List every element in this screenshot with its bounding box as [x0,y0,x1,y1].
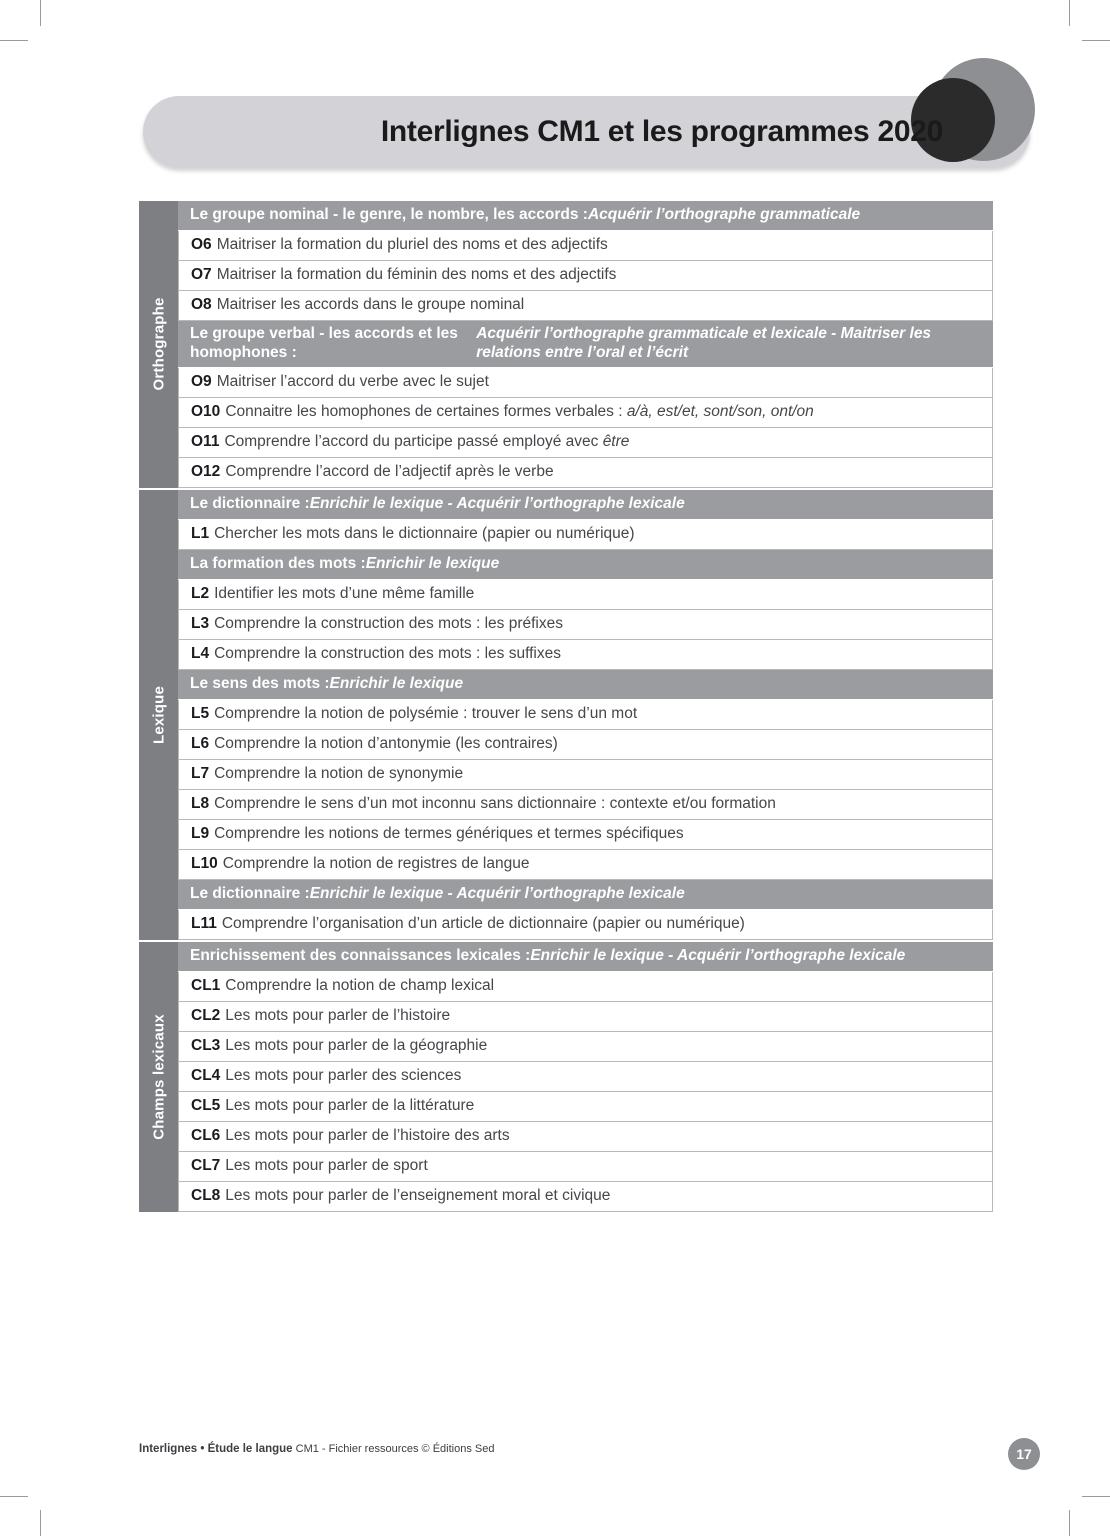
row-label [214,525,634,544]
section-rail-label: Lexique [150,685,167,744]
table-row [178,458,993,488]
row-label-text: Comprendre la notion de champ lexical [225,976,495,994]
table-row [178,700,993,730]
crop-mark-top-left-vertical [40,0,41,26]
footer-credit [139,1443,494,1455]
row-code: L3 [191,614,210,632]
row-label-text: Comprendre la construction des mots : les suffixes [214,644,561,662]
row-code: CL1 [191,976,221,994]
group-header-main: Le groupe verbal - les accords et les homophones : [190,325,458,361]
table-group-header [178,880,993,910]
row-label [224,433,629,452]
row-label-text: Maitriser les accords dans le groupe nominal [216,296,525,314]
row-label-text: Chercher les mots dans le dictionnaire (papier ou numérique) [214,524,635,542]
group-header-main: Le dictionnaire : [190,884,310,902]
row-label-text: Comprendre la construction des mots : les préfixes [214,614,563,632]
row-code: L11 [191,914,217,932]
row-label [225,1037,487,1056]
table-row [178,790,993,820]
row-code: O9 [191,372,212,390]
table-section [139,942,993,1212]
row-label [214,765,463,784]
row-label-text: Identifier les mots d’une même famille [214,584,475,602]
table-row [178,398,993,428]
table-row [178,760,993,790]
page-number-badge: 17 [1008,1438,1040,1470]
group-header-objective: Enrichir le lexique - Acquérir l’orthographe lexicale [530,946,906,964]
row-label-text: Maitriser la formation du féminin des noms et des adjectifs [216,266,617,284]
section-rail [139,942,178,1212]
row-code: CL7 [191,1156,221,1174]
section-rows [178,201,993,488]
crop-mark-top-left-horizontal [0,40,28,41]
row-label [225,403,813,422]
table-group-header [178,670,993,700]
row-label [225,1007,450,1026]
row-label-text: Comprendre l’accord du participe passé employé avec [224,432,603,450]
section-rows [178,942,993,1212]
table-row [178,291,993,321]
table-section [139,490,993,940]
table-row [178,1152,993,1182]
table-row [178,580,993,610]
section-rail [139,201,178,488]
group-header-objective: Acquérir l’orthographe grammaticale [587,206,861,224]
row-label-text: Comprendre les notions de termes génériques et termes spécifiques [214,824,684,842]
table-section [139,201,993,488]
row-label [217,236,608,255]
row-code: O7 [191,266,212,284]
programme-table [139,201,993,1214]
table-row [178,610,993,640]
row-code: CL6 [191,1126,221,1144]
table-row [178,820,993,850]
row-label-text: Comprendre la notion de registres de langue [222,854,530,872]
table-row [178,1032,993,1062]
group-header-main: Le dictionnaire : [190,494,310,512]
table-group-header [178,201,993,231]
row-label-emphasis: être [602,432,630,450]
row-label-text: Maitriser l’accord du verbe avec le sujet [216,372,489,390]
row-label-text: Les mots pour parler de l’enseignement moral et civique [225,1186,611,1204]
row-code: CL3 [191,1036,221,1054]
row-label [214,795,776,814]
table-row [178,428,993,458]
row-label [225,463,553,482]
row-label-text: Comprendre la notion de synonymie [214,764,464,782]
row-label [217,296,525,315]
row-code: L8 [191,794,210,812]
group-header-main: Enrichissement des connaissances lexicales : [190,946,531,964]
footer-credit-rest: CM1 - Fichier ressources © Éditions Sed [292,1443,495,1455]
row-label-text: Maitriser la formation du pluriel des noms et des adjectifs [216,236,608,254]
row-label-text: Comprendre le sens d’un mot inconnu sans dictionnaire : contexte et/ou formation [214,794,776,812]
row-code: O6 [191,236,212,254]
crop-mark-bottom-right-horizontal [1082,1496,1110,1497]
group-header-objective: Enrichir le lexique [329,674,464,692]
group-header-main: Le groupe nominal - le genre, le nombre, les accords : [190,206,588,224]
row-label-text: Les mots pour parler de l’histoire [225,1006,451,1024]
group-header-objective: Acquérir l’orthographe grammaticale et lexicale - Maitriser les relations entre l’oral et l’écrit [476,325,932,361]
row-label [225,1187,610,1206]
row-label [225,977,494,996]
row-code: L2 [191,584,210,602]
group-header-main: Le sens des mots : [190,674,330,692]
group-header-objective: Enrichir le lexique [365,554,500,572]
table-group-header [178,321,993,368]
table-row [178,261,993,291]
row-code: L9 [191,824,210,842]
row-code: CL5 [191,1096,221,1114]
footer-credit-bold: Interlignes • Étude le langue [139,1443,293,1455]
group-header-main: La formation des mots : [190,554,366,572]
row-label-text: Les mots pour parler des sciences [225,1066,462,1084]
row-code: O11 [191,432,220,450]
row-label [214,735,558,754]
crop-mark-bottom-left-vertical [40,1510,41,1536]
row-label [214,645,561,664]
crop-mark-top-right-vertical [1069,0,1070,26]
table-row [178,640,993,670]
table-group-header [178,490,993,520]
row-label-emphasis: a/à, est/et, sont/son, ont/on [626,402,814,420]
row-code: L6 [191,734,210,752]
table-row [178,730,993,760]
row-label-text: Comprendre la notion d’antonymie (les contraires) [214,734,558,752]
table-row [178,1002,993,1032]
section-rail-label: Orthographe [150,297,167,391]
row-label-text: Comprendre l’accord de l’adjectif après le verbe [225,462,554,480]
row-code: L5 [191,704,210,722]
row-label [225,1067,461,1086]
row-label-text: Les mots pour parler de l’histoire des arts [225,1126,510,1144]
row-code: L7 [191,764,210,782]
crop-mark-bottom-right-vertical [1069,1510,1070,1536]
row-label [222,915,745,934]
row-label [214,825,684,844]
table-row [178,910,993,940]
row-code: CL2 [191,1006,221,1024]
table-row [178,368,993,398]
row-label-text: Comprendre la notion de polysémie : trouver le sens d’un mot [214,704,638,722]
row-label [217,266,617,285]
table-row [178,972,993,1002]
crop-mark-top-right-horizontal [1082,40,1110,41]
row-code: CL8 [191,1186,221,1204]
section-rail [139,490,178,940]
row-label [225,1157,427,1176]
table-row [178,850,993,880]
table-row [178,231,993,261]
row-label-text: Les mots pour parler de la littérature [225,1096,475,1114]
row-label [225,1097,474,1116]
table-group-header [178,550,993,580]
group-header-objective: Enrichir le lexique - Acquérir l’orthographe lexicale [309,884,685,902]
row-label [214,615,563,634]
page-title-banner [143,96,1030,168]
row-label [223,855,530,874]
row-label-text: Les mots pour parler de la géographie [225,1036,488,1054]
group-header-objective: Enrichir le lexique - Acquérir l’orthographe lexicale [309,494,685,512]
table-row [178,1182,993,1212]
table-row [178,1062,993,1092]
row-label [225,1127,509,1146]
row-label [217,373,489,392]
row-code: L4 [191,644,210,662]
section-rail-label: Champs lexicaux [150,1014,167,1140]
crop-mark-bottom-left-horizontal [0,1496,28,1497]
table-row [178,1092,993,1122]
row-label-text: Connaitre les homophones de certaines formes verbales : [225,402,627,420]
row-label-text: Les mots pour parler de sport [225,1156,428,1174]
table-row [178,1122,993,1152]
row-code: O12 [191,462,221,480]
row-code: O8 [191,296,212,314]
row-code: CL4 [191,1066,221,1084]
row-label [214,585,474,604]
row-code: O10 [191,402,221,420]
table-row [178,520,993,550]
table-group-header [178,942,993,972]
row-code: L1 [191,524,210,542]
section-rows [178,490,993,940]
row-code: L10 [191,854,218,872]
page-title: Interlignes CM1 et les programmes 2020 [380,115,943,148]
row-label [214,705,637,724]
row-label-text: Comprendre l’organisation d’un article de dictionnaire (papier ou numérique) [221,914,745,932]
